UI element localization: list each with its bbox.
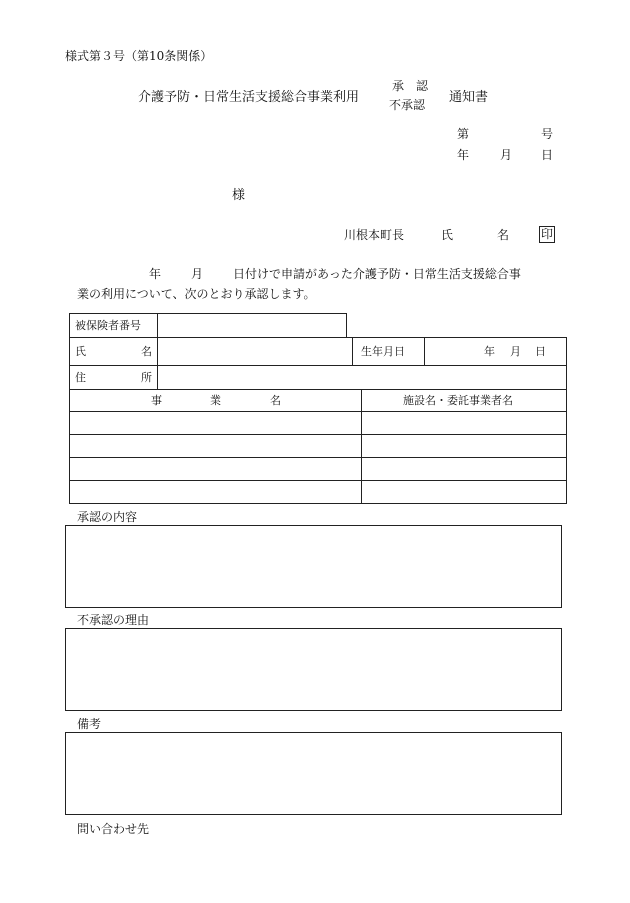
- approval-content-box[interactable]: [65, 525, 562, 608]
- title-prefix: 介護予防・日常生活支援総合事業利用: [138, 90, 360, 105]
- col-facility: 施設名・委託事業者名: [403, 394, 513, 407]
- date-month: 月: [500, 148, 513, 162]
- address-label-1: 住: [75, 371, 86, 384]
- title-suffix: 通知書: [449, 90, 489, 105]
- col-business-1: 事: [151, 394, 162, 407]
- facility-name-field[interactable]: [362, 458, 565, 480]
- col-business-3: 名: [270, 394, 281, 407]
- table-line: [566, 337, 567, 504]
- doc-number-dai: 第: [457, 127, 470, 141]
- remarks-box[interactable]: [65, 732, 562, 815]
- addressee-suffix: 様: [232, 188, 246, 203]
- address-field[interactable]: [157, 365, 566, 389]
- sender-name-label-2: 名: [497, 228, 510, 242]
- table-line: [69, 389, 566, 390]
- name-label-1: 氏: [75, 345, 86, 358]
- contact-label: 問い合わせ先: [77, 822, 150, 836]
- date-year: 年: [457, 148, 470, 162]
- form-number: 様式第３号（第10条関係）: [65, 49, 213, 63]
- sender-name-label-1: 氏: [441, 228, 454, 242]
- birthdate-field[interactable]: [424, 337, 566, 365]
- disapproval-reason-label: 不承認の理由: [77, 613, 150, 627]
- body-line1: 日付けで申請があった介護予防・日常生活支援総合事: [233, 267, 521, 281]
- insured-number-label: 被保険者番号: [75, 319, 141, 332]
- birthdate-label: 生年月日: [361, 345, 405, 358]
- birthdate-month: 月: [510, 345, 521, 358]
- business-name-field[interactable]: [70, 412, 360, 434]
- date-day: 日: [541, 148, 554, 162]
- body-year: 年: [149, 267, 162, 281]
- body-line2: 業の利用について、次のとおり承認します。: [77, 287, 316, 301]
- name-field[interactable]: [157, 337, 352, 365]
- sender-title: 川根本町長: [344, 228, 405, 242]
- title-option-approve: 承 認: [392, 79, 429, 93]
- remarks-label: 備考: [77, 717, 102, 731]
- seal-mark: 印: [540, 227, 553, 241]
- facility-name-field[interactable]: [362, 412, 565, 434]
- facility-name-field[interactable]: [362, 481, 565, 503]
- facility-name-field[interactable]: [362, 435, 565, 457]
- body-month: 月: [191, 267, 204, 281]
- address-label-2: 所: [141, 371, 152, 384]
- table-line: [69, 503, 566, 504]
- name-label-2: 名: [141, 345, 152, 358]
- business-name-field[interactable]: [70, 458, 360, 480]
- doc-number-gou: 号: [541, 127, 554, 141]
- col-business-2: 業: [210, 394, 221, 407]
- birthdate-year: 年: [484, 345, 495, 358]
- title-option-disapprove: 不承認: [389, 98, 426, 112]
- insured-number-field[interactable]: [157, 313, 346, 337]
- approval-content-label: 承認の内容: [77, 510, 138, 524]
- disapproval-reason-box[interactable]: [65, 628, 562, 711]
- birthdate-day: 日: [535, 345, 546, 358]
- business-name-field[interactable]: [70, 481, 360, 503]
- table-line: [346, 313, 347, 337]
- table-line: [352, 337, 353, 365]
- business-name-field[interactable]: [70, 435, 360, 457]
